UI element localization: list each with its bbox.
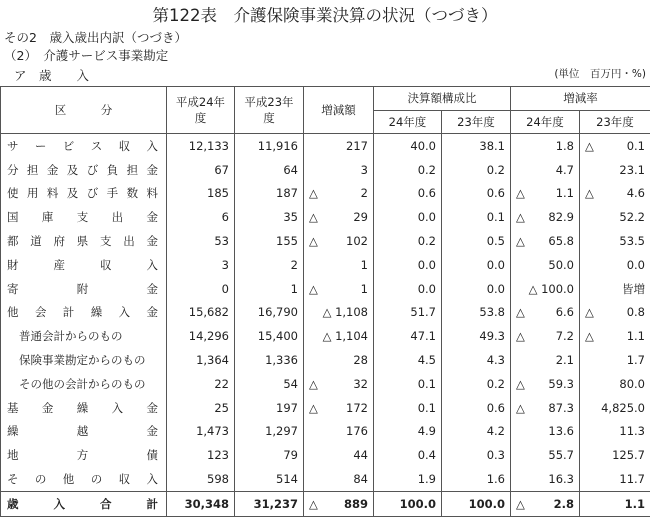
- row-label: 歳入合計: [1, 491, 167, 516]
- cell-value: 52.2: [619, 210, 645, 224]
- cell-value: 0.8: [627, 305, 645, 319]
- ratio-24: 0.1: [374, 396, 442, 420]
- value-diff: [304, 277, 374, 301]
- header-h24: 平成24年度: [167, 87, 235, 134]
- triangle-minus-sign: △: [309, 401, 318, 415]
- rate-23: [580, 443, 650, 467]
- ratio-24: 0.0: [374, 253, 442, 277]
- ratio-23: 0.0: [442, 253, 511, 277]
- value-diff: [304, 491, 374, 516]
- value-diff: [304, 420, 374, 444]
- ratio-23: 4.3: [442, 348, 511, 372]
- header-diff: 増減額: [304, 87, 374, 134]
- cell-value: 13.6: [548, 424, 574, 438]
- table-body: [1, 134, 650, 517]
- ratio-23: 0.6: [442, 396, 511, 420]
- ratio-23: 49.3: [442, 324, 511, 348]
- triangle-minus-sign: △: [516, 401, 525, 415]
- triangle-minus-sign: △: [309, 377, 318, 391]
- triangle-minus-sign: △: [516, 234, 525, 248]
- rate-24: [511, 253, 580, 277]
- cell-value: 0.0: [627, 258, 645, 272]
- rate-24: [511, 467, 580, 491]
- ratio-24: 47.1: [374, 324, 442, 348]
- cell-value: 1.8: [556, 139, 574, 153]
- rate-24: [511, 182, 580, 206]
- cell-value: 1.1: [625, 497, 645, 511]
- table-row: [1, 348, 650, 372]
- cell-value: 1.1: [556, 186, 574, 200]
- value-diff: [304, 396, 374, 420]
- table-row: [1, 301, 650, 325]
- rate-23: [580, 253, 650, 277]
- rate-24: [511, 158, 580, 182]
- rate-23: [580, 324, 650, 348]
- value-h24: 6: [167, 205, 235, 229]
- cell-value: 3: [361, 163, 368, 177]
- cell-value: 16.3: [548, 472, 574, 486]
- cell-value: △ 100.0: [529, 282, 574, 296]
- cell-value: 53.5: [619, 234, 645, 248]
- rate-24: [511, 443, 580, 467]
- row-label: 使用料及び手数料: [1, 182, 167, 206]
- cell-value: 2: [361, 186, 368, 200]
- value-h24: 123: [167, 443, 235, 467]
- rate-24: [511, 491, 580, 516]
- value-diff: [304, 372, 374, 396]
- cell-value: 11.7: [619, 472, 645, 486]
- value-h24: 0: [167, 277, 235, 301]
- cell-value: △ 1,108: [323, 305, 368, 319]
- cell-value: 44: [353, 448, 368, 462]
- rate-23: [580, 134, 650, 158]
- value-h23: 64: [235, 158, 304, 182]
- ratio-23: 38.1: [442, 134, 511, 158]
- value-h23: 31,237: [235, 491, 304, 516]
- value-h24: 3: [167, 253, 235, 277]
- header-rate-24: 24年度: [511, 110, 580, 134]
- cell-value: 1.7: [627, 353, 645, 367]
- value-diff: [304, 134, 374, 158]
- triangle-minus-sign: △: [309, 234, 318, 248]
- ratio-24: 0.0: [374, 277, 442, 301]
- triangle-minus-sign: △: [585, 329, 594, 343]
- page-title: 第122表 介護保険事業決算の状況（つづき）: [0, 2, 650, 26]
- rate-24: [511, 420, 580, 444]
- value-h23: 54: [235, 372, 304, 396]
- value-h24: 53: [167, 229, 235, 253]
- value-diff: [304, 467, 374, 491]
- row-label: 都道府県支出金: [1, 229, 167, 253]
- rate-23: [580, 372, 650, 396]
- value-h23: 1,336: [235, 348, 304, 372]
- ratio-24: 4.9: [374, 420, 442, 444]
- rate-23: [580, 158, 650, 182]
- cell-value: 55.7: [548, 448, 574, 462]
- budget-table: [0, 86, 650, 517]
- table-row: [1, 158, 650, 182]
- cell-value: 11.3: [619, 424, 645, 438]
- cell-value: 84: [353, 472, 368, 486]
- ratio-24: 0.6: [374, 182, 442, 206]
- value-diff: [304, 253, 374, 277]
- cell-value: 176: [346, 424, 368, 438]
- value-h23: 1: [235, 277, 304, 301]
- table-row: [1, 420, 650, 444]
- table-row: [1, 229, 650, 253]
- cell-value: 65.8: [548, 234, 574, 248]
- rate-23: [580, 301, 650, 325]
- value-diff: [304, 205, 374, 229]
- value-h24: 22: [167, 372, 235, 396]
- value-h24: 598: [167, 467, 235, 491]
- triangle-minus-sign: △: [516, 377, 525, 391]
- table-row: [1, 372, 650, 396]
- rate-24: [511, 229, 580, 253]
- cell-value: 0.1: [627, 139, 645, 153]
- cell-value: 50.0: [548, 258, 574, 272]
- ratio-24: 0.1: [374, 372, 442, 396]
- section-subtitle: （2） 介護サービス事業勘定: [4, 46, 168, 64]
- cell-value: 217: [346, 139, 368, 153]
- cell-value: 4,825.0: [601, 401, 645, 415]
- row-label: 地方債: [1, 443, 167, 467]
- row-label: 繰越金: [1, 420, 167, 444]
- triangle-minus-sign: △: [309, 186, 318, 200]
- cell-value: 2.8: [554, 497, 574, 511]
- row-label: サービス収入: [1, 134, 167, 158]
- ratio-23: 0.6: [442, 182, 511, 206]
- table-row: [1, 134, 650, 158]
- row-label: 他会計繰入金: [1, 301, 167, 325]
- value-h23: 1,297: [235, 420, 304, 444]
- triangle-minus-sign: △: [516, 305, 525, 319]
- row-label: 普通会計からのもの: [1, 324, 167, 348]
- triangle-minus-sign: △: [516, 497, 525, 511]
- ratio-23: 53.8: [442, 301, 511, 325]
- cell-value: 4.7: [556, 163, 574, 177]
- row-label: その他の会計からのもの: [1, 372, 167, 396]
- triangle-minus-sign: △: [585, 186, 594, 200]
- value-h24: 185: [167, 182, 235, 206]
- section-subtitle: ア 歳 入: [14, 66, 89, 84]
- header-ratio-23: 23年度: [442, 110, 511, 134]
- row-label: 保険事業勘定からのもの: [1, 348, 167, 372]
- value-diff: [304, 229, 374, 253]
- table-row: [1, 253, 650, 277]
- value-h23: 514: [235, 467, 304, 491]
- rate-23: [580, 396, 650, 420]
- ratio-23: 0.5: [442, 229, 511, 253]
- value-h23: 187: [235, 182, 304, 206]
- value-h23: 79: [235, 443, 304, 467]
- header-h23: 平成23年度: [235, 87, 304, 134]
- value-diff: [304, 158, 374, 182]
- triangle-minus-sign: △: [309, 282, 318, 296]
- triangle-minus-sign: △: [585, 139, 594, 153]
- ratio-23: 0.2: [442, 158, 511, 182]
- rate-23: [580, 182, 650, 206]
- ratio-23: 0.3: [442, 443, 511, 467]
- cell-value: 4.6: [627, 186, 645, 200]
- cell-value: 2.1: [556, 353, 574, 367]
- header-rate-23: 23年度: [580, 110, 650, 134]
- row-label: 財産収入: [1, 253, 167, 277]
- ratio-24: 51.7: [374, 301, 442, 325]
- row-label: 分担金及び負担金: [1, 158, 167, 182]
- triangle-minus-sign: △: [516, 186, 525, 200]
- cell-value: 172: [346, 401, 368, 415]
- row-label: 国庫支出金: [1, 205, 167, 229]
- triangle-minus-sign: △: [309, 497, 318, 511]
- rate-23: [580, 277, 650, 301]
- cell-value: 1: [361, 282, 368, 296]
- cell-value: 29: [353, 210, 368, 224]
- value-diff: [304, 324, 374, 348]
- cell-value: 87.3: [548, 401, 574, 415]
- rate-23: [580, 229, 650, 253]
- ratio-24: 0.2: [374, 229, 442, 253]
- value-h23: 15,400: [235, 324, 304, 348]
- table-row: [1, 443, 650, 467]
- ratio-23: 0.0: [442, 277, 511, 301]
- rate-24: [511, 372, 580, 396]
- rate-24: [511, 348, 580, 372]
- value-diff: [304, 182, 374, 206]
- value-h24: 1,364: [167, 348, 235, 372]
- row-label: その他の収入: [1, 467, 167, 491]
- cell-value: 1.1: [627, 329, 645, 343]
- cell-value: 6.6: [556, 305, 574, 319]
- cell-value: 102: [346, 234, 368, 248]
- row-label: 基金繰入金: [1, 396, 167, 420]
- value-h24: 12,133: [167, 134, 235, 158]
- cell-value: 7.2: [556, 329, 574, 343]
- rate-24: [511, 324, 580, 348]
- cell-value: 1: [361, 258, 368, 272]
- value-h24: 25: [167, 396, 235, 420]
- table-row: [1, 324, 650, 348]
- ratio-24: 4.5: [374, 348, 442, 372]
- cell-value: 82.9: [548, 210, 574, 224]
- rate-24: [511, 301, 580, 325]
- ratio-24: 0.0: [374, 205, 442, 229]
- ratio-23: 100.0: [442, 491, 511, 516]
- cell-value: 32: [353, 377, 368, 391]
- ratio-23: 0.2: [442, 372, 511, 396]
- cell-value: △ 1,104: [323, 329, 368, 343]
- rate-23: [580, 420, 650, 444]
- rate-23: [580, 348, 650, 372]
- ratio-24: 40.0: [374, 134, 442, 158]
- header-rate: 増減率: [511, 87, 650, 111]
- rate-24: [511, 396, 580, 420]
- cell-value: 28: [353, 353, 368, 367]
- value-h23: 35: [235, 205, 304, 229]
- rate-23: [580, 467, 650, 491]
- triangle-minus-sign: △: [309, 210, 318, 224]
- value-diff: [304, 443, 374, 467]
- rate-24: [511, 205, 580, 229]
- cell-value: 59.3: [548, 377, 574, 391]
- value-diff: [304, 348, 374, 372]
- value-h24: 1,473: [167, 420, 235, 444]
- triangle-minus-sign: △: [516, 329, 525, 343]
- table-row: [1, 467, 650, 491]
- table-row: [1, 277, 650, 301]
- rate-23: [580, 205, 650, 229]
- section-subtitle: その2 歳入歳出内訳（つづき）: [4, 28, 187, 46]
- value-h24: 14,296: [167, 324, 235, 348]
- rate-24: [511, 277, 580, 301]
- value-h24: 15,682: [167, 301, 235, 325]
- cell-value: 80.0: [619, 377, 645, 391]
- value-h24: 67: [167, 158, 235, 182]
- rate-23: [580, 491, 650, 516]
- ratio-23: 0.1: [442, 205, 511, 229]
- ratio-23: 4.2: [442, 420, 511, 444]
- cell-value: 23.1: [619, 163, 645, 177]
- value-h23: 155: [235, 229, 304, 253]
- table-row: [1, 182, 650, 206]
- value-h24: 30,348: [167, 491, 235, 516]
- ratio-24: 100.0: [374, 491, 442, 516]
- ratio-24: 1.9: [374, 467, 442, 491]
- header-ratio-24: 24年度: [374, 110, 442, 134]
- value-h23: 2: [235, 253, 304, 277]
- cell-value: 皆増: [622, 282, 645, 296]
- unit-label: (単位 百万円・%): [554, 66, 646, 81]
- value-h23: 11,916: [235, 134, 304, 158]
- ratio-24: 0.4: [374, 443, 442, 467]
- value-diff: [304, 301, 374, 325]
- triangle-minus-sign: △: [516, 210, 525, 224]
- header-category: 区 分: [1, 87, 167, 134]
- row-label: 寄附金: [1, 277, 167, 301]
- ratio-24: 0.2: [374, 158, 442, 182]
- value-h23: 197: [235, 396, 304, 420]
- triangle-minus-sign: △: [585, 305, 594, 319]
- total-row: [1, 491, 650, 516]
- table-row: [1, 396, 650, 420]
- ratio-23: 1.6: [442, 467, 511, 491]
- value-h23: 16,790: [235, 301, 304, 325]
- header-ratio: 決算額構成比: [374, 87, 511, 111]
- table-row: [1, 205, 650, 229]
- cell-value: 125.7: [612, 448, 645, 462]
- cell-value: 889: [344, 497, 368, 511]
- rate-24: [511, 134, 580, 158]
